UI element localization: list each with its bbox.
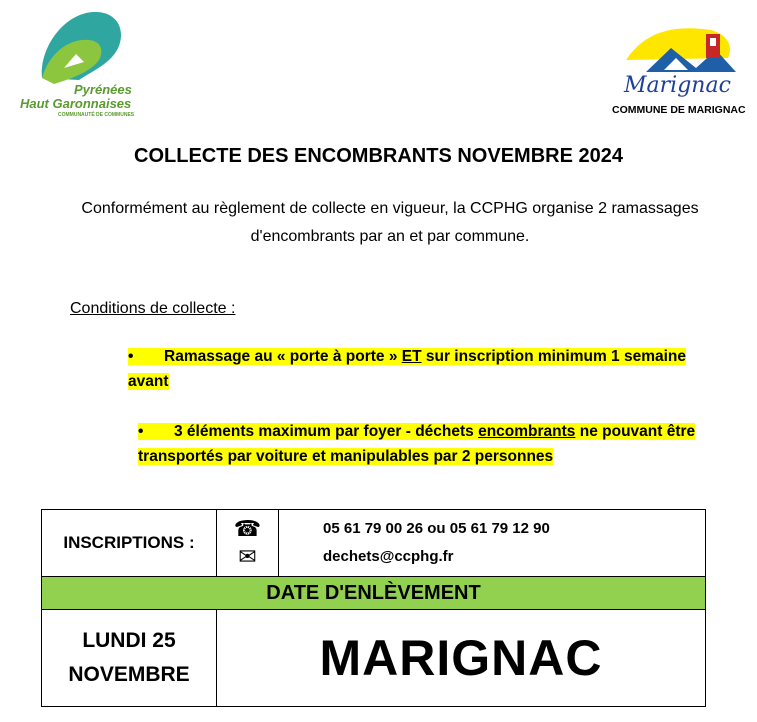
ccphg-logo [14, 8, 139, 120]
conditions-heading: Conditions de collecte : [70, 300, 236, 317]
condition-item-door-to-door [128, 344, 718, 394]
intro-paragraph: Conformément au règlement de collecte en vigueur, la CCPHG organise 2 ramassages d'encombrants par an et par commune. [81, 200, 699, 245]
logo-text-line2: Haut Garonnaises [20, 96, 132, 111]
condition-text: 3 éléments maximum par foyer - déchets [174, 423, 479, 440]
collection-date [42, 610, 217, 707]
logo-script-text: Marignac [624, 73, 731, 98]
date-day: LUNDI 25 [82, 629, 176, 652]
inscriptions-label: INSCRIPTIONS : [42, 510, 217, 577]
bullet-icon: • [138, 423, 144, 440]
phone-numbers: 05 61 79 00 26 ou 05 61 79 12 90 [323, 520, 550, 537]
date-header: DATE D'ENLÈVEMENT [42, 577, 706, 610]
email-icon: ✉ [238, 544, 257, 569]
condition-text: Ramassage au « porte à porte » [164, 348, 402, 365]
page-title: COLLECTE DES ENCOMBRANTS NOVEMBRE 2024 [134, 145, 623, 167]
collection-info-table [41, 509, 706, 707]
marignac-logo [608, 20, 748, 120]
logo-text-line1: Pyrénées [74, 82, 132, 97]
bullet-icon: • [128, 348, 134, 365]
village-logo-icon [616, 20, 741, 100]
condition-item-max-items [138, 419, 698, 469]
condition-text-underlined: ET [401, 348, 422, 365]
condition-text: ne pouvant être transportés par voiture et manipulables par 2 personnes [138, 423, 696, 465]
mountain-logo-icon [34, 8, 124, 88]
condition-text-underlined: encombrants [478, 423, 576, 440]
telephone-icon: ☎ [233, 516, 262, 541]
contact-icons-cell [217, 510, 279, 577]
email-address: dechets@ccphg.fr [323, 548, 454, 565]
date-header-row [42, 577, 706, 610]
date-month: NOVEMBRE [68, 663, 190, 686]
condition-text: sur inscription minimum 1 semaine avant [128, 348, 687, 390]
date-row [42, 610, 706, 707]
contact-details-cell [279, 510, 706, 577]
logo-text-line3: COMMUNAUTÉ DE COMMUNES [58, 112, 135, 118]
logo-caption: COMMUNE DE MARIGNAC [612, 104, 746, 116]
inscriptions-row [42, 510, 706, 577]
commune-name: MARIGNAC [217, 610, 706, 707]
